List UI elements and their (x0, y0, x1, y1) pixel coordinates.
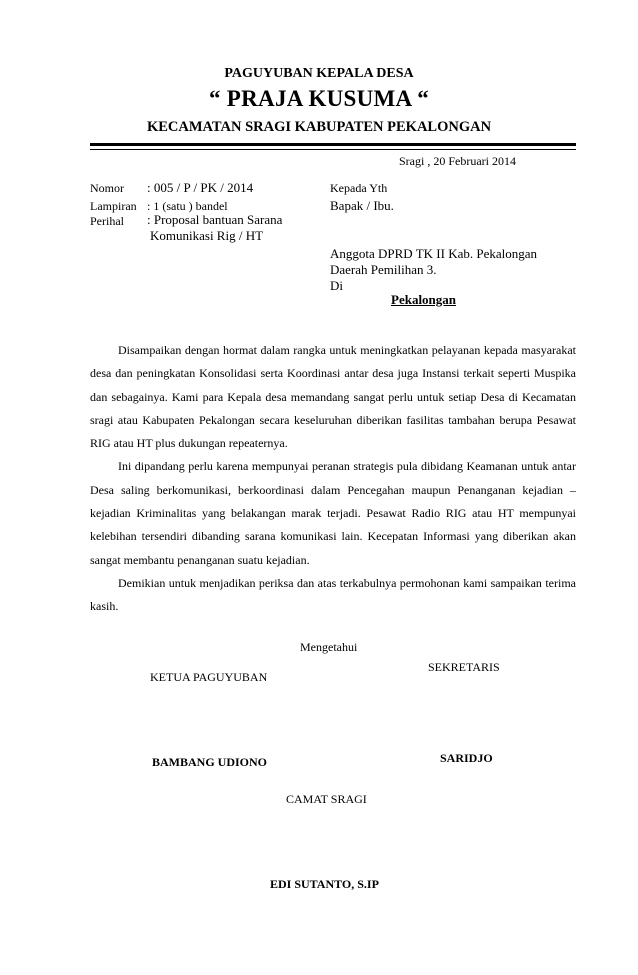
letterhead-name: “ PRAJA KUSUMA “ (208, 86, 430, 111)
letterhead-rule-thin (90, 149, 576, 150)
recipient-di: Di (330, 278, 343, 293)
recipient-position: Anggota DPRD TK II Kab. Pekalongan (330, 246, 538, 261)
letterhead-district: KECAMATAN SRAGI KABUPATEN PEKALONGAN (146, 119, 492, 135)
recipient-city: Pekalongan (391, 292, 457, 307)
date-line: Sragi , 20 Februari 2014 (399, 154, 516, 168)
recipient-greeting: Kepada Yth (330, 181, 388, 195)
signature-right-title: SEKRETARIS (428, 660, 500, 674)
nomor-label: Nomor (90, 181, 124, 195)
recipient-constituency: Daerah Pemilihan 3. (330, 262, 437, 277)
signature-bottom-name: EDI SUTANTO, S.IP (270, 877, 379, 891)
signature-left-name: BAMBANG UDIONO (152, 755, 268, 769)
recipient-salutation: Bapak / Ibu. (330, 198, 394, 213)
nomor-value: : 005 / P / PK / 2014 (147, 180, 254, 195)
mengetahui-label: Mengetahui (300, 640, 358, 654)
lampiran-label: Lampiran (90, 199, 137, 213)
signature-bottom-title: CAMAT SRAGI (286, 792, 367, 806)
letterhead-organization: PAGUYUBAN KEPALA DESA (224, 66, 414, 81)
signature-right-name: SARIDJO (440, 751, 493, 765)
lampiran-value: : 1 (satu ) bandel (147, 199, 228, 213)
perihal-value-line1: : Proposal bantuan Sarana (147, 212, 283, 227)
perihal-label: Perihal (90, 214, 124, 228)
signature-left-title: KETUA PAGUYUBAN (150, 670, 268, 684)
letterhead-rule-thick (90, 143, 576, 146)
body-paragraph-2: Ini dipandang perlu karena mempunyai peranan strategis pula dibidang Keamanan untuk antar Desa saling berkomunikasi, berkoordinasi dalam Pencegahan maupun Penanganan kejadian – kejadian Kriminalitas yang belakangan marak terjadi. Pesawat Radio RIG atau HT mempunyai kelebihan tersendiri dibanding sarana komunikasi lain. Kecepatan Informasi yang diberikan akan sangat membantu penanganan suatu kejadian. (90, 459, 576, 567)
body-paragraph-3: Demikian untuk menjadikan periksa dan atas terkabulnya permohonan kami sampaikan terima kasih. (90, 575, 576, 614)
perihal-value-line2: Komunikasi Rig / HT (150, 228, 264, 243)
letter-body (90, 339, 576, 619)
body-paragraph-1: Disampaikan dengan hormat dalam rangka untuk meningkatkan pelayanan kepada masyarakat desa dan peningkatan Konsolidasi serta Koordinasi antar desa juga Instansi terkait seperti Muspika dan sebagainya. Kami para Kepala desa memandang sangat perlu untuk setiap Desa di Kecamatan sragi atau Kabupaten Pekalongan secara keseluruhan diberikan fasilitas tambahan berupa Pesawat RIG atau HT plus dukungan repeaternya. (90, 343, 576, 451)
